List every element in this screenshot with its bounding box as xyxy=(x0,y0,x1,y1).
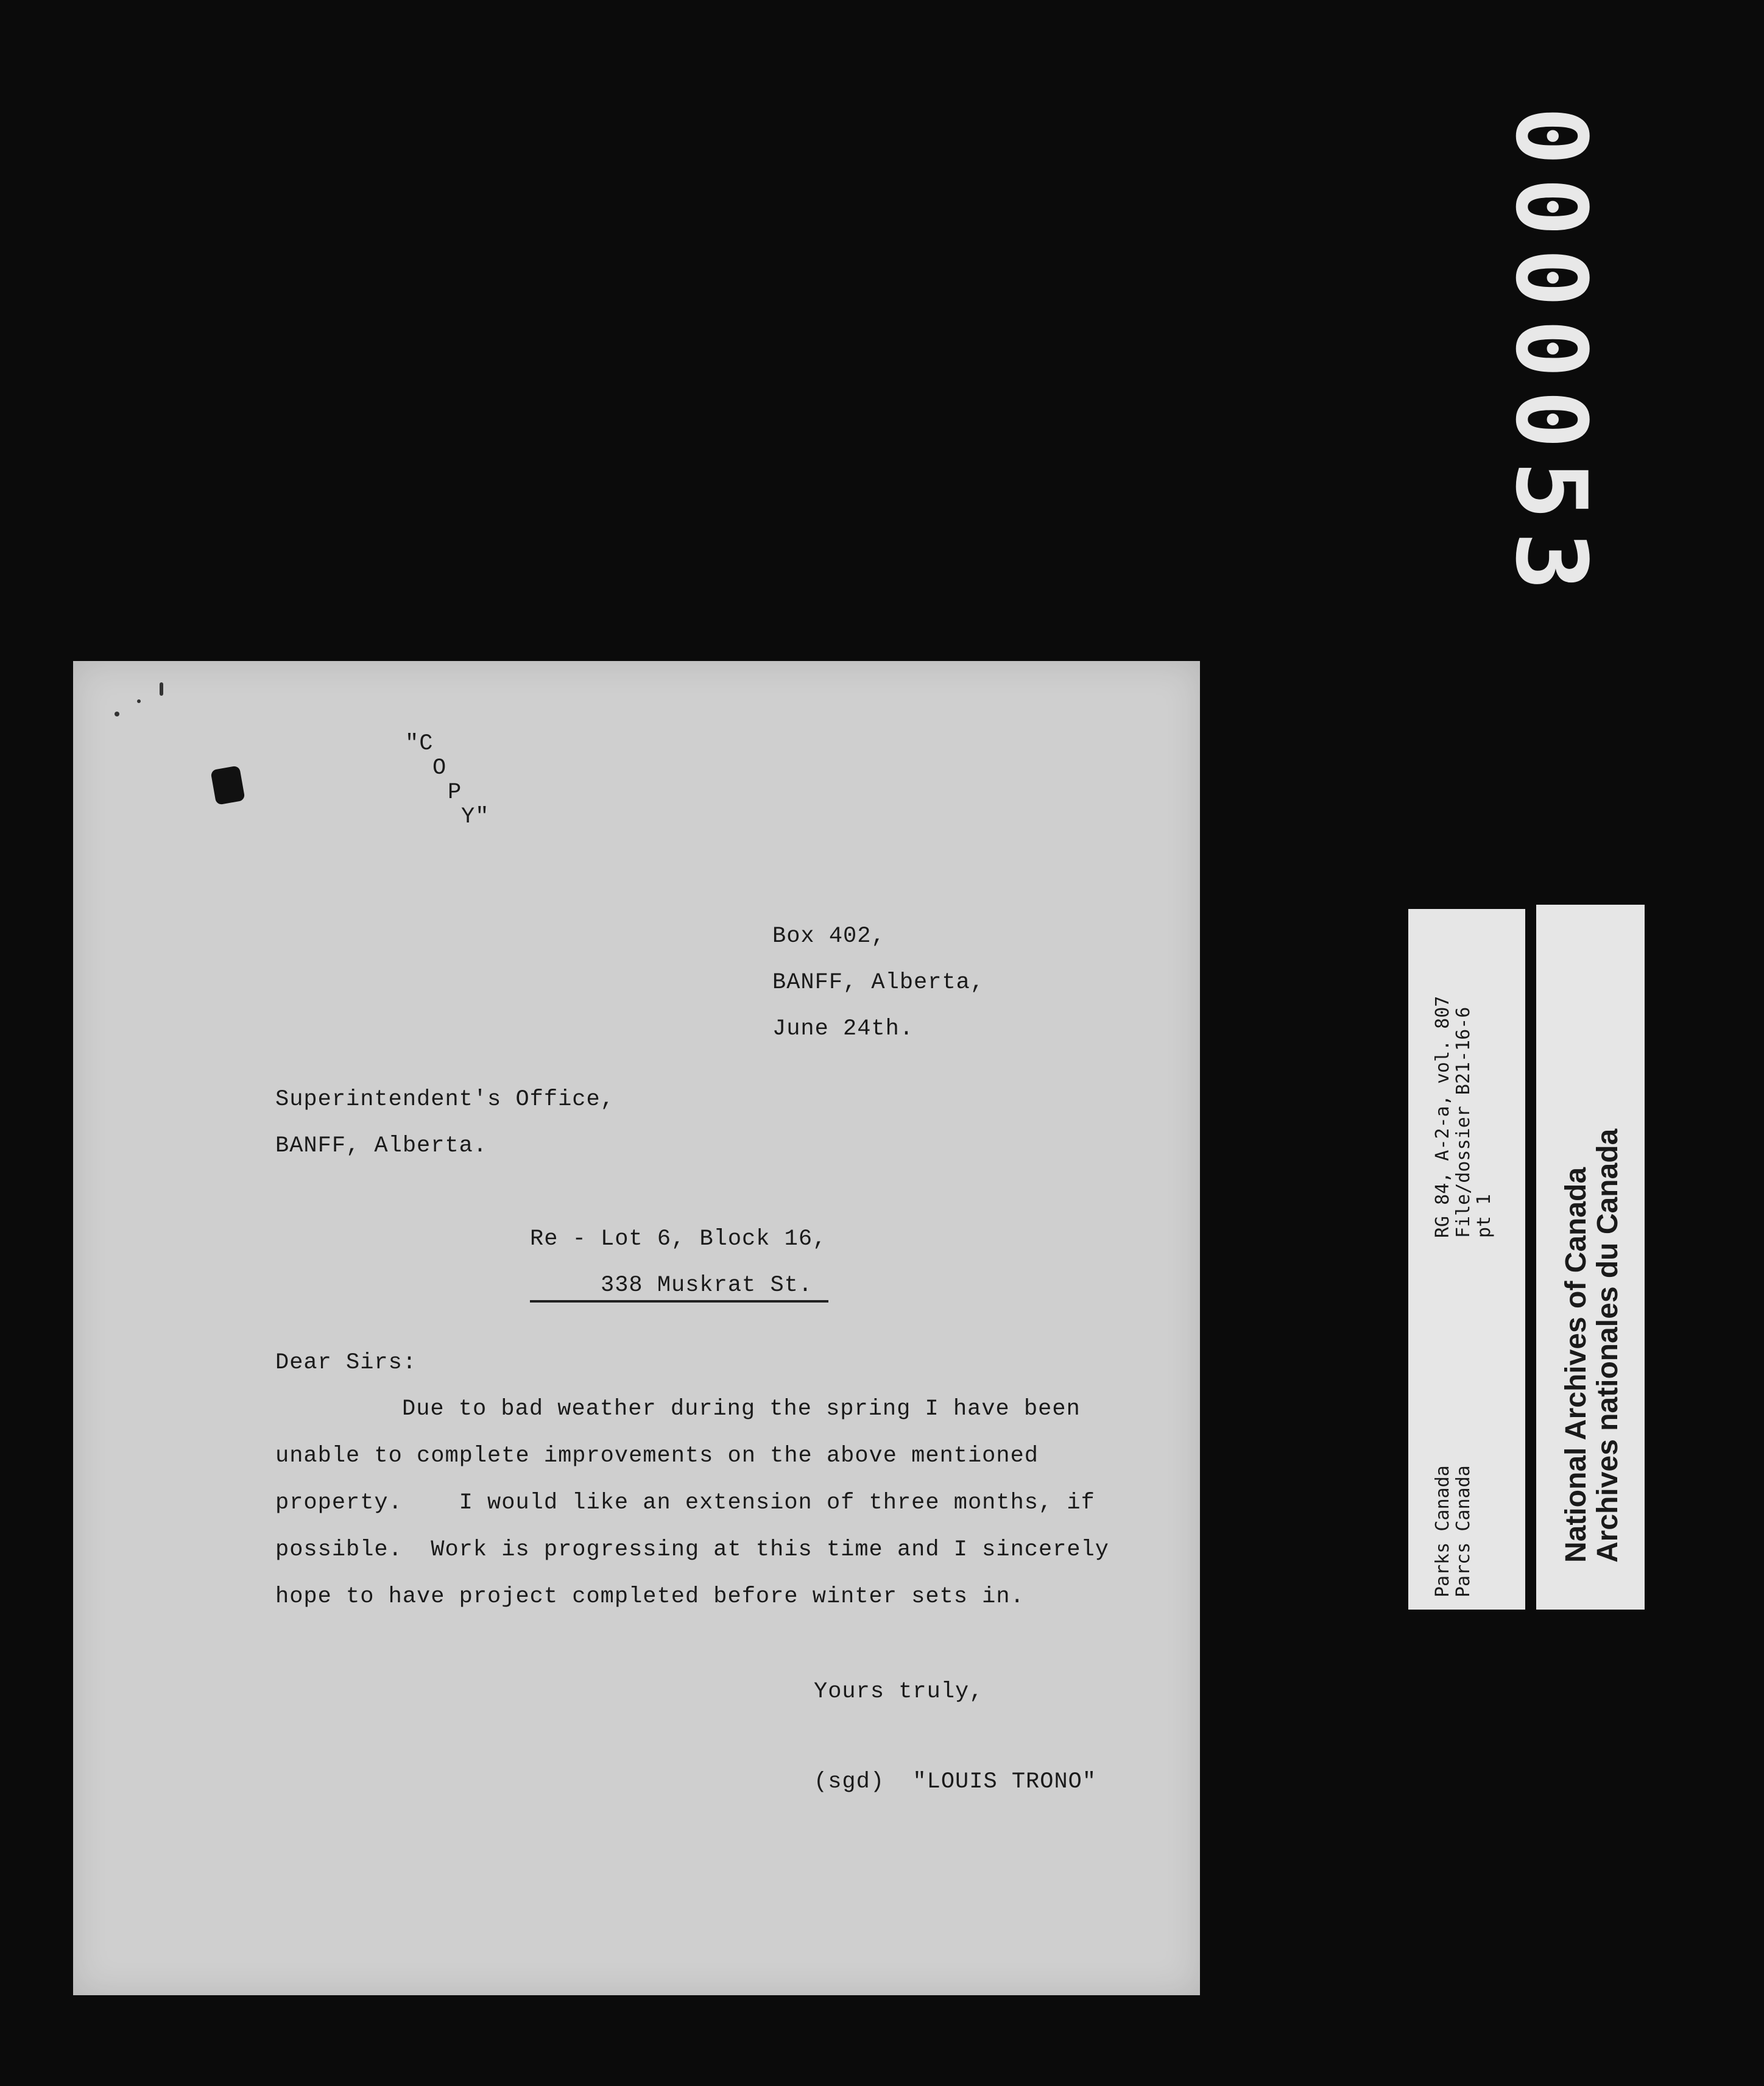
reference-line: RG 84, A-2-a, vol. 807 xyxy=(1432,995,1453,1238)
sender-line: June 24th. xyxy=(772,1016,914,1042)
copy-mark-o: O xyxy=(432,755,447,781)
agency-line: Parcs Canada xyxy=(1453,1465,1474,1597)
signature: (sgd) "LOUIS TRONO" xyxy=(814,1769,1097,1795)
archive-reference-card xyxy=(1408,909,1525,1610)
sender-line: BANFF, Alberta, xyxy=(772,970,985,995)
sender-line: Box 402, xyxy=(772,924,886,949)
letter-paper xyxy=(73,661,1200,1995)
agency-line: Parks Canada xyxy=(1432,1465,1453,1597)
reference-line: pt 1 xyxy=(1473,1193,1495,1238)
agency-text xyxy=(1433,1465,1474,1597)
copy-mark-y: Y" xyxy=(461,804,490,830)
subject-underline xyxy=(530,1300,828,1303)
speck xyxy=(115,712,119,716)
speck xyxy=(137,699,141,703)
archive-institution-card xyxy=(1536,905,1645,1610)
salutation: Dear Sirs: xyxy=(275,1350,417,1376)
institution-text xyxy=(1561,1129,1624,1563)
frame-number xyxy=(1494,107,1620,704)
institution-line: National Archives of Canada xyxy=(1560,1167,1592,1563)
body-line: unable to complete improvements on the above mentioned xyxy=(275,1443,1039,1469)
body-line: property. I would like an extension of three months, if xyxy=(275,1490,1095,1516)
reference-line: File/dossier B21-16-6 xyxy=(1453,1006,1474,1238)
reference-text xyxy=(1433,996,1495,1238)
punch-hole xyxy=(210,765,245,805)
body-line: hope to have project completed before winter sets in. xyxy=(275,1584,1025,1610)
body-line: Due to bad weather during the spring I have been xyxy=(402,1396,1081,1422)
closing: Yours truly, xyxy=(814,1679,984,1705)
copy-mark-c: "C xyxy=(405,731,434,757)
subject-line: Re - Lot 6, Block 16, xyxy=(530,1226,827,1252)
institution-line: Archives nationales du Canada xyxy=(1592,1128,1624,1563)
speck xyxy=(160,682,163,696)
subject-line: 338 Muskrat St. xyxy=(601,1273,813,1298)
body-line: possible. Work is progressing at this time and I sincerely xyxy=(275,1537,1110,1563)
copy-mark-p: P xyxy=(448,780,462,805)
recipient-line: Superintendent's Office, xyxy=(275,1087,615,1112)
frame-number-text: 0000053 xyxy=(1494,107,1608,603)
recipient-line: BANFF, Alberta. xyxy=(275,1133,488,1159)
